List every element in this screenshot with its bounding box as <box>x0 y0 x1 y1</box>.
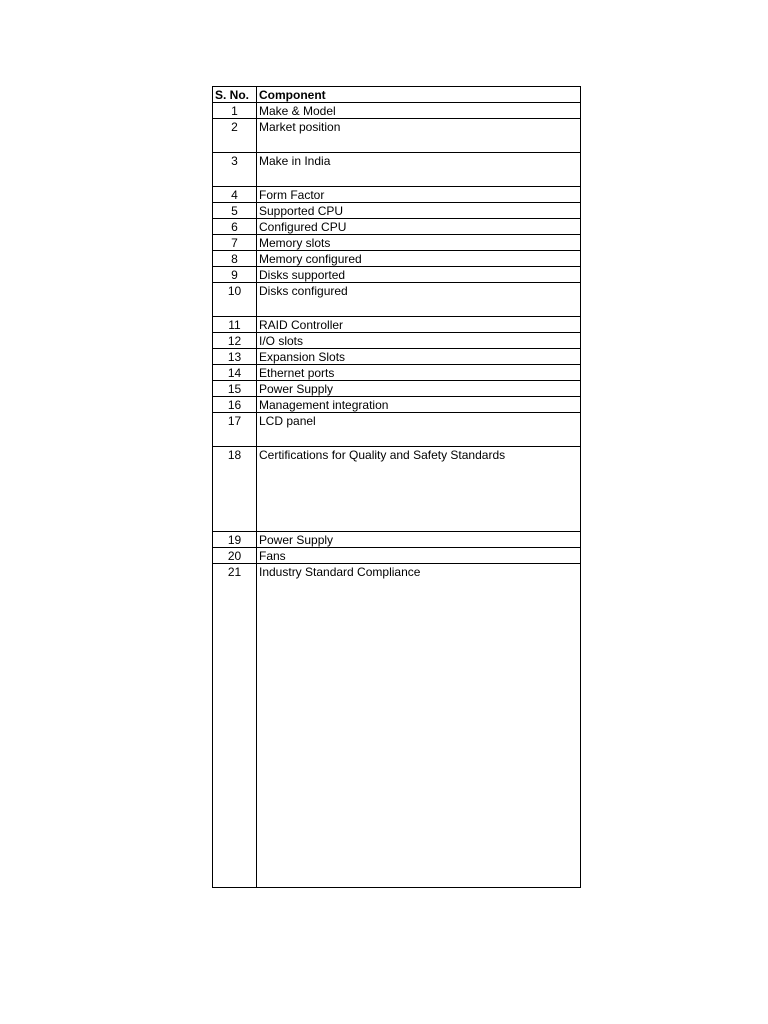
table-row <box>213 381 581 397</box>
row-sno: 1 <box>213 103 257 119</box>
table-row <box>213 153 581 187</box>
row-component: Memory configured <box>257 251 581 267</box>
row-sno: 17 <box>213 413 257 447</box>
row-sno: 7 <box>213 235 257 251</box>
row-component: Make in India <box>257 153 581 187</box>
row-sno: 12 <box>213 333 257 349</box>
row-component: Make & Model <box>257 103 581 119</box>
row-sno: 15 <box>213 381 257 397</box>
row-component: RAID Controller <box>257 317 581 333</box>
row-sno: 21 <box>213 564 257 888</box>
table-row <box>213 219 581 235</box>
row-sno: 5 <box>213 203 257 219</box>
row-component: Form Factor <box>257 187 581 203</box>
row-component: Ethernet ports <box>257 365 581 381</box>
table-row <box>213 203 581 219</box>
table-row <box>213 235 581 251</box>
row-sno: 6 <box>213 219 257 235</box>
header-sno: S. No. <box>213 87 257 103</box>
table-row <box>213 333 581 349</box>
table-row <box>213 317 581 333</box>
table-row <box>213 349 581 365</box>
table-row <box>213 119 581 153</box>
row-component: Supported CPU <box>257 203 581 219</box>
row-component: Memory slots <box>257 235 581 251</box>
row-component: Certifications for Quality and Safety Standards <box>257 447 581 532</box>
table-header-row <box>213 87 581 103</box>
row-component: Management integration <box>257 397 581 413</box>
row-component: Fans <box>257 548 581 564</box>
row-sno: 16 <box>213 397 257 413</box>
row-sno: 20 <box>213 548 257 564</box>
row-component: Market position <box>257 119 581 153</box>
row-sno: 9 <box>213 267 257 283</box>
row-sno: 19 <box>213 532 257 548</box>
table-row <box>213 548 581 564</box>
row-sno: 3 <box>213 153 257 187</box>
row-sno: 8 <box>213 251 257 267</box>
table-row <box>213 103 581 119</box>
row-component: Industry Standard Compliance <box>257 564 581 888</box>
table-row <box>213 365 581 381</box>
row-component: LCD panel <box>257 413 581 447</box>
row-component: Configured CPU <box>257 219 581 235</box>
component-spec-table <box>212 86 581 888</box>
table-row <box>213 413 581 447</box>
table-row <box>213 397 581 413</box>
row-sno: 18 <box>213 447 257 532</box>
table-row <box>213 447 581 532</box>
row-sno: 14 <box>213 365 257 381</box>
header-component: Component <box>257 87 581 103</box>
table-row <box>213 187 581 203</box>
row-sno: 13 <box>213 349 257 365</box>
table-row <box>213 532 581 548</box>
row-component: Power Supply <box>257 532 581 548</box>
row-sno: 2 <box>213 119 257 153</box>
row-sno: 11 <box>213 317 257 333</box>
row-component: Power Supply <box>257 381 581 397</box>
row-component: Disks supported <box>257 267 581 283</box>
row-component: Disks configured <box>257 283 581 317</box>
row-sno: 4 <box>213 187 257 203</box>
table-row <box>213 283 581 317</box>
table-row <box>213 251 581 267</box>
table-row <box>213 267 581 283</box>
row-component: Expansion Slots <box>257 349 581 365</box>
row-sno: 10 <box>213 283 257 317</box>
table-row <box>213 564 581 888</box>
row-component: I/O slots <box>257 333 581 349</box>
